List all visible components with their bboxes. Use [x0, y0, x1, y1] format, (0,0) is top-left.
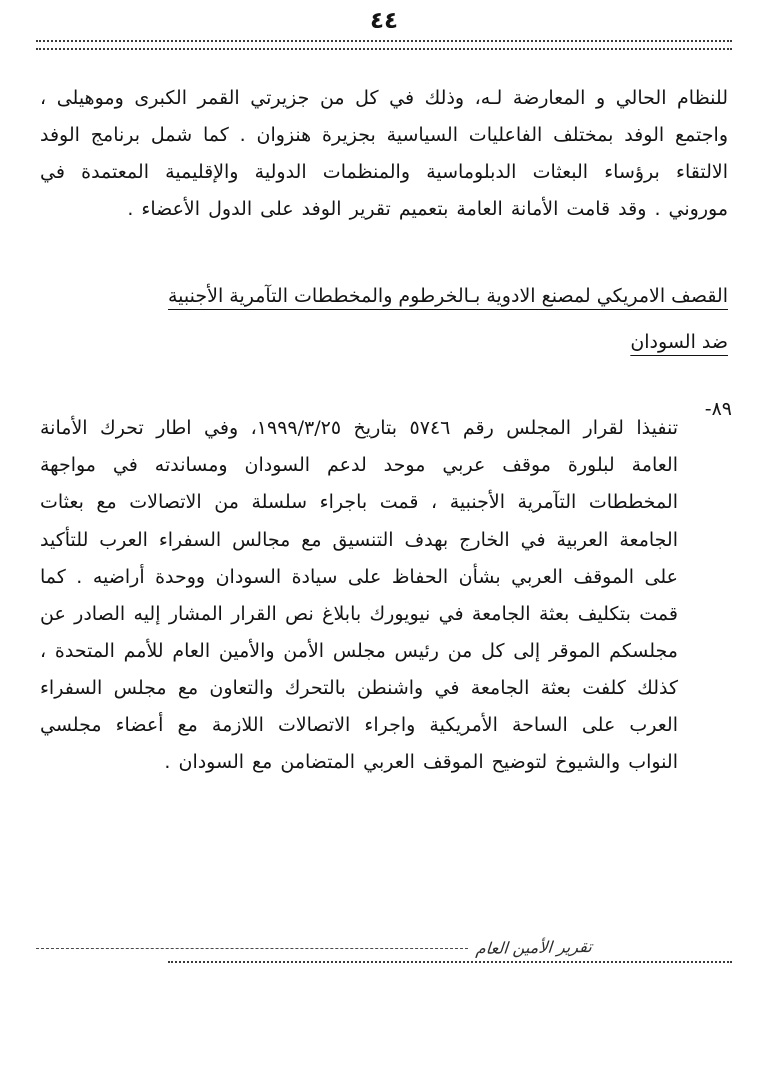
section-heading-line2: ضد السودان [630, 330, 728, 353]
header-divider [36, 40, 732, 50]
section-heading [40, 274, 728, 365]
item-text: تنفيذا لقرار المجلس رقم ٥٧٤٦ بتاريخ ١٩٩٩/٣/٢٥، وفي اطار تحرك الأمانة العامة لبلورة موقف عربي موحد لدعم السودان ومساندته في مواجهة المخططات التآمرية الأجنبية ، قمت باجراء سلسلة من الاتصالات مع بعثات الجامعة العربية في الخارج بهدف التنسيق مع مجالس السفراء العرب للتأكيد على الموقف العربي بشأن الحفاظ على سيادة السودان ووحدة أراضيه . كما قمت بتكليف بعثة الجامعة في نيويورك بابلاغ نص القرار المشار إليه الصادر عن مجلسكم الموقر إلى كل من رئيس مجلس الأمن والأمين العام للأمم المتحدة ، كذلك كلفت بعثة الجامعة في واشنطن بالتحرك والتعاون مع مجلس السفراء العرب على الساحة الأمريكية واجراء الاتصالات اللازمة مع أعضاء مجلسي النواب والشيوخ لتوضيح الموقف العربي المتضامن مع السودان . [40, 417, 678, 773]
footer-signature-row [36, 938, 732, 957]
section-heading-line1: القصف الامريكي لمصنع الادوية بـالخرطوم والمخططات التآمرية الأجنبية [167, 285, 728, 308]
item-number: ٨٩- [704, 398, 732, 421]
intro-paragraph: للنظام الحالي و المعارضة لـه، وذلك في كل من جزيرتي القمر الكبرى وموهيلى ، واجتمع الوفد بمختلف الفاعليات السياسية بجزيرة هنزوان . كما شمل برنامج الوفد الالتقاء برؤساء البعثات الدبلوماسية والمنظمات الدولية والإقليمية المعتمدة في موروني . وقد قامت الأمانة العامة بتعميم تقرير الوفد على الدول الأعضاء . [40, 87, 728, 221]
footer-dotted-divider [168, 961, 732, 963]
page-footer [36, 938, 732, 963]
handwritten-signature: تقرير الأمين العام [474, 936, 593, 959]
footer-dashed-divider [36, 948, 468, 949]
numbered-item [40, 391, 732, 799]
page-number: ٤٤ [369, 8, 399, 34]
